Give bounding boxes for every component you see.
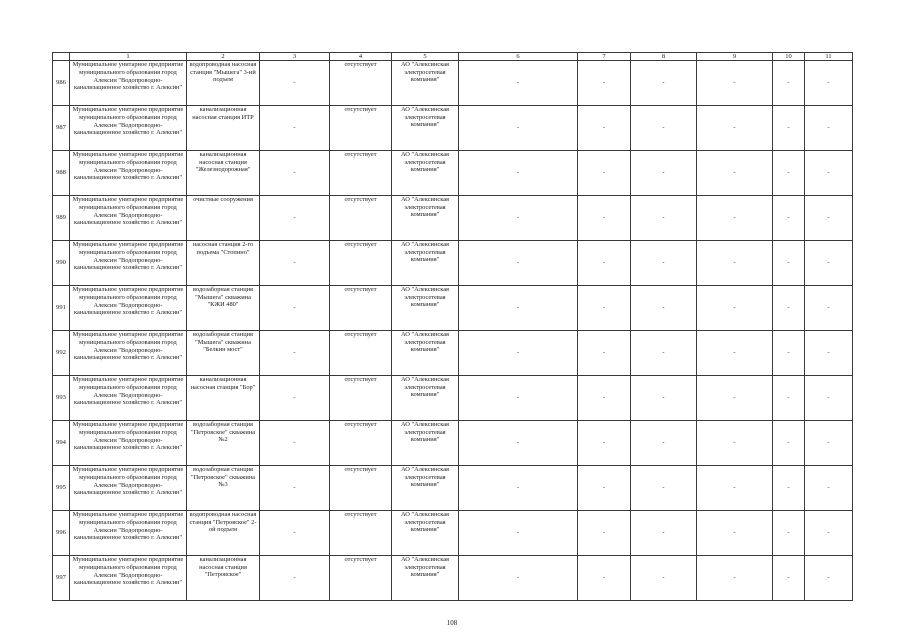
col11-cell: - [805,61,853,106]
organization-cell: Муниципальное унитарное предприятие муниципального образования город Алексин "Водопроводно-канализационное хозяйство г. Алексин" [70,556,187,601]
organization-cell: Муниципальное унитарное предприятие муниципального образования город Алексин "Водопроводно-канализационное хозяйство г. Алексин" [70,466,187,511]
col10-cell: - [773,241,805,286]
col6-cell: - [459,106,578,151]
table-row [53,556,853,601]
col9-cell: - [697,331,773,376]
col11-cell: - [805,421,853,466]
header-cell: 1 [70,53,187,61]
header-cell [53,53,70,61]
col3-cell: - [260,556,330,601]
col7-cell: - [578,331,631,376]
table-row [53,286,853,331]
col10-cell: - [773,556,805,601]
object-cell: насосная станция 2-го подъема "Стопино" [187,241,260,286]
register-table [52,52,853,601]
header-cell: 5 [392,53,459,61]
col8-cell: - [631,61,697,106]
status-cell: отсутствует [330,286,392,331]
col8-cell: - [631,106,697,151]
status-cell: отсутствует [330,511,392,556]
header-cell: 2 [187,53,260,61]
col8-cell: - [631,331,697,376]
col7-cell: - [578,106,631,151]
status-cell: отсутствует [330,196,392,241]
col8-cell: - [631,151,697,196]
header-cell: 6 [459,53,578,61]
col9-cell: - [697,61,773,106]
header-row [53,53,853,61]
col9-cell: - [697,151,773,196]
col6-cell: - [459,286,578,331]
company-cell: АО "Алексинская электросетевая компания" [392,556,459,601]
object-cell: водопроводная насосная станция "Мышега" 3-ий подъем [187,61,260,106]
col6-cell: - [459,376,578,421]
col7-cell: - [578,286,631,331]
col3-cell: - [260,376,330,421]
company-cell: АО "Алексинская электросетевая компания" [392,151,459,196]
col9-cell: - [697,511,773,556]
table-row [53,511,853,556]
col11-cell: - [805,286,853,331]
object-cell: водозаборная станция "Петровское" скважина №2 [187,421,260,466]
table-row [53,331,853,376]
row-number-cell: 994 [53,421,70,466]
col6-cell: - [459,151,578,196]
col10-cell: - [773,376,805,421]
col10-cell: - [773,196,805,241]
col3-cell: - [260,286,330,331]
col9-cell: - [697,241,773,286]
organization-cell: Муниципальное унитарное предприятие муниципального образования город Алексин "Водопроводно-канализационное хозяйство г. Алексин" [70,511,187,556]
organization-cell: Муниципальное унитарное предприятие муниципального образования город Алексин "Водопроводно-канализационное хозяйство г. Алексин" [70,106,187,151]
page-number: 108 [446,619,458,627]
col6-cell: - [459,196,578,241]
status-cell: отсутствует [330,151,392,196]
col6-cell: - [459,421,578,466]
company-cell: АО "Алексинская электросетевая компания" [392,331,459,376]
organization-cell: Муниципальное унитарное предприятие муниципального образования город Алексин "Водопроводно-канализационное хозяйство г. Алексин" [70,331,187,376]
organization-cell: Муниципальное унитарное предприятие муниципального образования город Алексин "Водопроводно-канализационное хозяйство г. Алексин" [70,151,187,196]
col10-cell: - [773,466,805,511]
company-cell: АО "Алексинская электросетевая компания" [392,61,459,106]
col3-cell: - [260,61,330,106]
col10-cell: - [773,61,805,106]
col10-cell: - [773,331,805,376]
row-number-cell: 991 [53,286,70,331]
col9-cell: - [697,421,773,466]
col9-cell: - [697,196,773,241]
company-cell: АО "Алексинская электросетевая компания" [392,106,459,151]
status-cell: отсутствует [330,61,392,106]
col11-cell: - [805,556,853,601]
col8-cell: - [631,511,697,556]
col7-cell: - [578,466,631,511]
col8-cell: - [631,376,697,421]
organization-cell: Муниципальное унитарное предприятие муниципального образования город Алексин "Водопроводно-канализационное хозяйство г. Алексин" [70,421,187,466]
object-cell: водозаборная станция "Мышега" скважина "КЖИ 480" [187,286,260,331]
col3-cell: - [260,241,330,286]
col3-cell: - [260,421,330,466]
col8-cell: - [631,241,697,286]
row-number-cell: 989 [53,196,70,241]
col6-cell: - [459,241,578,286]
col3-cell: - [260,511,330,556]
col6-cell: - [459,331,578,376]
row-number-cell: 996 [53,511,70,556]
company-cell: АО "Алексинская электросетевая компания" [392,466,459,511]
object-cell: канализационная насосная станция "Железнодорожная" [187,151,260,196]
header-cell: 11 [805,53,853,61]
col7-cell: - [578,151,631,196]
col3-cell: - [260,151,330,196]
col3-cell: - [260,106,330,151]
status-cell: отсутствует [330,106,392,151]
organization-cell: Муниципальное унитарное предприятие муниципального образования город Алексин "Водопроводно-канализационное хозяйство г. Алексин" [70,61,187,106]
company-cell: АО "Алексинская электросетевая компания" [392,196,459,241]
col11-cell: - [805,511,853,556]
col3-cell: - [260,331,330,376]
row-number-cell: 987 [53,106,70,151]
object-cell: очистные сооружения [187,196,260,241]
object-cell: водозаборная станция "Петровское" скважина №3 [187,466,260,511]
object-cell: водопроводная насосная станция "Петровское" 2-ой подъем [187,511,260,556]
col9-cell: - [697,556,773,601]
row-number-cell: 997 [53,556,70,601]
col9-cell: - [697,106,773,151]
col8-cell: - [631,466,697,511]
company-cell: АО "Алексинская электросетевая компания" [392,241,459,286]
organization-cell: Муниципальное унитарное предприятие муниципального образования город Алексин "Водопроводно-канализационное хозяйство г. Алексин" [70,241,187,286]
table-row [53,106,853,151]
row-number-cell: 990 [53,241,70,286]
col8-cell: - [631,196,697,241]
col10-cell: - [773,106,805,151]
table-row [53,421,853,466]
col7-cell: - [578,556,631,601]
header-cell: 8 [631,53,697,61]
object-cell: канализационная насосная станция "Петровское" [187,556,260,601]
table-row [53,241,853,286]
col11-cell: - [805,196,853,241]
table-row [53,376,853,421]
company-cell: АО "Алексинская электросетевая компания" [392,286,459,331]
header-cell: 4 [330,53,392,61]
table-row [53,151,853,196]
organization-cell: Муниципальное унитарное предприятие муниципального образования город Алексин "Водопроводно-канализационное хозяйство г. Алексин" [70,196,187,241]
col10-cell: - [773,151,805,196]
col10-cell: - [773,286,805,331]
object-cell: канализационная насосная станция "Бор" [187,376,260,421]
row-number-cell: 992 [53,331,70,376]
col11-cell: - [805,466,853,511]
status-cell: отсутствует [330,376,392,421]
col9-cell: - [697,466,773,511]
header-cell: 7 [578,53,631,61]
col6-cell: - [459,466,578,511]
row-number-cell: 986 [53,61,70,106]
table-row [53,61,853,106]
col3-cell: - [260,196,330,241]
row-number-cell: 995 [53,466,70,511]
col11-cell: - [805,376,853,421]
col11-cell: - [805,331,853,376]
col7-cell: - [578,241,631,286]
col7-cell: - [578,421,631,466]
col10-cell: - [773,511,805,556]
table-row [53,196,853,241]
status-cell: отсутствует [330,421,392,466]
object-cell: водозаборная станция "Мышега" скважина "Белкин мост" [187,331,260,376]
table-row [53,466,853,511]
object-cell: канализационная насосная станция ИТР [187,106,260,151]
company-cell: АО "Алексинская электросетевая компания" [392,511,459,556]
status-cell: отсутствует [330,466,392,511]
organization-cell: Муниципальное унитарное предприятие муниципального образования город Алексин "Водопроводно-канализационное хозяйство г. Алексин" [70,286,187,331]
header-cell: 3 [260,53,330,61]
col8-cell: - [631,421,697,466]
col11-cell: - [805,151,853,196]
organization-cell: Муниципальное унитарное предприятие муниципального образования город Алексин "Водопроводно-канализационное хозяйство г. Алексин" [70,376,187,421]
col7-cell: - [578,511,631,556]
col11-cell: - [805,241,853,286]
company-cell: АО "Алексинская электросетевая компания" [392,376,459,421]
col7-cell: - [578,376,631,421]
row-number-cell: 988 [53,151,70,196]
col6-cell: - [459,61,578,106]
col9-cell: - [697,376,773,421]
company-cell: АО "Алексинская электросетевая компания" [392,421,459,466]
col6-cell: - [459,511,578,556]
status-cell: отсутствует [330,556,392,601]
header-cell: 10 [773,53,805,61]
row-number-cell: 993 [53,376,70,421]
col6-cell: - [459,556,578,601]
status-cell: отсутствует [330,241,392,286]
header-cell: 9 [697,53,773,61]
col8-cell: - [631,556,697,601]
col10-cell: - [773,421,805,466]
col3-cell: - [260,466,330,511]
col11-cell: - [805,106,853,151]
col9-cell: - [697,286,773,331]
col8-cell: - [631,286,697,331]
col7-cell: - [578,196,631,241]
status-cell: отсутствует [330,331,392,376]
col7-cell: - [578,61,631,106]
